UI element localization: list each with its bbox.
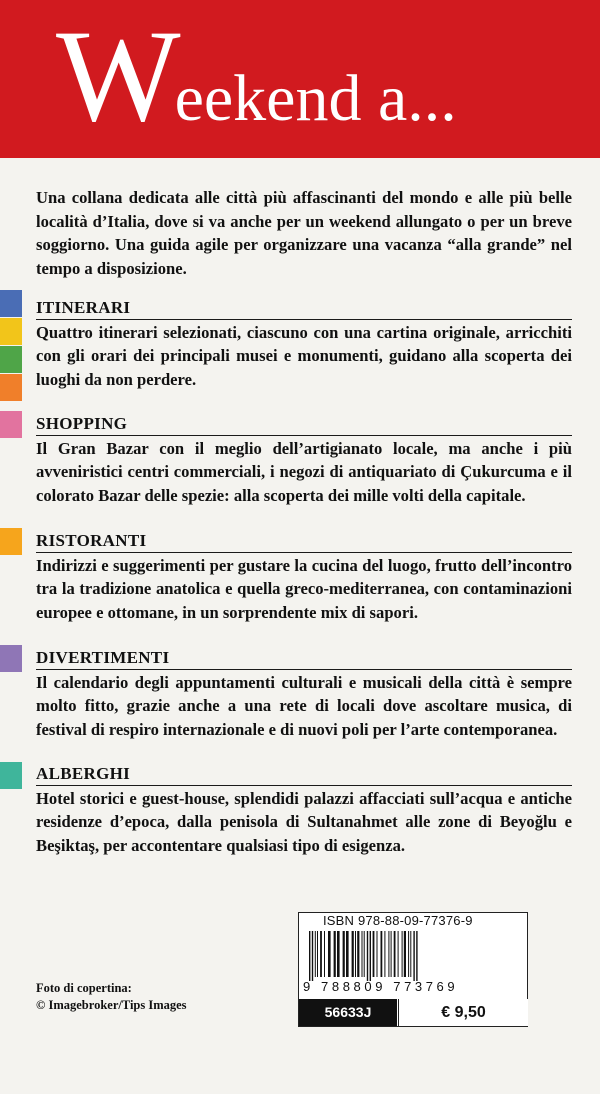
isbn-label: ISBN 978-88-09-77376-9	[323, 913, 473, 928]
photo-credits	[36, 980, 187, 1014]
tab-itinerari-blue	[0, 290, 22, 317]
tab-alberghi	[0, 762, 22, 789]
product-code: 56633J	[299, 999, 397, 1026]
barcode-bar	[309, 931, 310, 981]
tab-itinerari-green	[0, 346, 22, 373]
price-label: € 9,50	[398, 999, 528, 1026]
barcode-bar	[364, 931, 365, 977]
barcode-bar	[328, 931, 331, 977]
barcode-bar	[381, 931, 383, 977]
barcode-bar	[312, 931, 313, 981]
photo-credits-line2: © Imagebroker/Tips Images	[36, 998, 187, 1012]
tab-itinerari-orange	[0, 374, 22, 401]
section-alberghi	[36, 763, 572, 857]
series-title-rest: eekend a...	[174, 62, 457, 135]
section-title-ristoranti: RISTORANTI	[36, 530, 572, 553]
barcode-bar	[320, 931, 322, 977]
section-body-itinerari: Quattro itinerari selezionati, ciascuno con una cartina originale, arricchiti con gli orari dei principali musei e monumenti, guidano alla scoperta dei luoghi da non perdere.	[36, 323, 572, 389]
barcode-bar	[362, 931, 363, 977]
header-banner	[0, 0, 600, 158]
barcode-bars	[303, 931, 523, 981]
section-itinerari	[36, 297, 572, 391]
barcode-bar	[394, 931, 396, 977]
section-body-divertimenti: Il calendario degli appuntamenti culturali e musicali della città è sempre molto fitto, grazie anche a una rete di locali dove ascoltare musica, di festival di respiro internazionale e di nuovi poli per l’arte contemporanea.	[36, 673, 572, 739]
section-title-itinerari: ITINERARI	[36, 297, 572, 320]
section-body-ristoranti: Indirizzi e suggerimenti per gustare la cucina del luogo, frutto dell’incontro tra la tradizione anatolica e quella greco-mediterranea, con contaminazioni europee e ottomane, in un sorprendente mix di sapori.	[36, 556, 572, 622]
barcode-bar	[357, 931, 359, 977]
intro-paragraph: Una collana dedicata alle città più affascinanti del mondo e alle più belle località d’Italia, dove si va anche per un weekend allungato o per un breve soggiorno. Una guida agile per organizzare una vacanza “alla grande” nel tempo a disposizione.	[36, 188, 572, 278]
series-title-initial: W	[56, 2, 181, 149]
barcode-bar	[404, 931, 406, 977]
barcode-bar	[337, 931, 340, 977]
tab-itinerari-yellow	[0, 318, 22, 345]
barcode-bar	[384, 931, 385, 977]
tab-ristoranti	[0, 528, 22, 555]
section-body-shopping: Il Gran Bazar con il meglio dell’artigianato locale, ma anche i più avveniristici centri commerciali, i negozi di antiquariato di Çukurcuma e il colorato Bazar delle spezie: alla scoperta dei mille volti della capitale.	[36, 439, 572, 505]
barcode-bar	[373, 931, 375, 977]
barcode-bar	[317, 931, 318, 977]
section-title-alberghi: ALBERGHI	[36, 763, 572, 786]
barcode-bar	[391, 931, 392, 977]
barcode-bar	[370, 931, 371, 981]
barcode-bar	[324, 931, 325, 977]
section-divertimenti	[36, 647, 572, 741]
series-title	[56, 2, 457, 149]
barcode-bar	[352, 931, 354, 977]
barcode-bar	[408, 931, 409, 977]
barcode-bar	[367, 931, 368, 981]
barcode-box	[298, 912, 528, 1027]
tab-shopping	[0, 411, 22, 438]
barcode-number: 9 788809 773769	[303, 979, 459, 994]
barcode-bar	[343, 931, 345, 977]
barcode-bar	[410, 931, 411, 977]
section-body-alberghi: Hotel storici e guest-house, splendidi palazzi affacciati sull’acqua e antiche residenze d’epoca, dalla penisola di Sultanahmet alle zone di Beyoğlu e Beşiktaş, per accontentare qualsiasi tipo di esigenza.	[36, 789, 572, 855]
barcode-bar	[413, 931, 414, 981]
barcode-bar	[388, 931, 389, 977]
section-title-divertimenti: DIVERTIMENTI	[36, 647, 572, 670]
barcode-bar	[334, 931, 336, 977]
barcode-bar	[402, 931, 403, 977]
tab-divertimenti	[0, 645, 22, 672]
barcode-bar	[315, 931, 316, 977]
barcode-bar	[346, 931, 349, 977]
section-ristoranti	[36, 530, 572, 624]
barcode-bar	[355, 931, 356, 977]
barcode-bar	[377, 931, 378, 977]
photo-credits-line1: Foto di copertina:	[36, 981, 132, 995]
barcode-bar	[416, 931, 417, 981]
section-title-shopping: SHOPPING	[36, 413, 572, 436]
barcode-bar	[398, 931, 399, 977]
section-shopping	[36, 413, 572, 507]
